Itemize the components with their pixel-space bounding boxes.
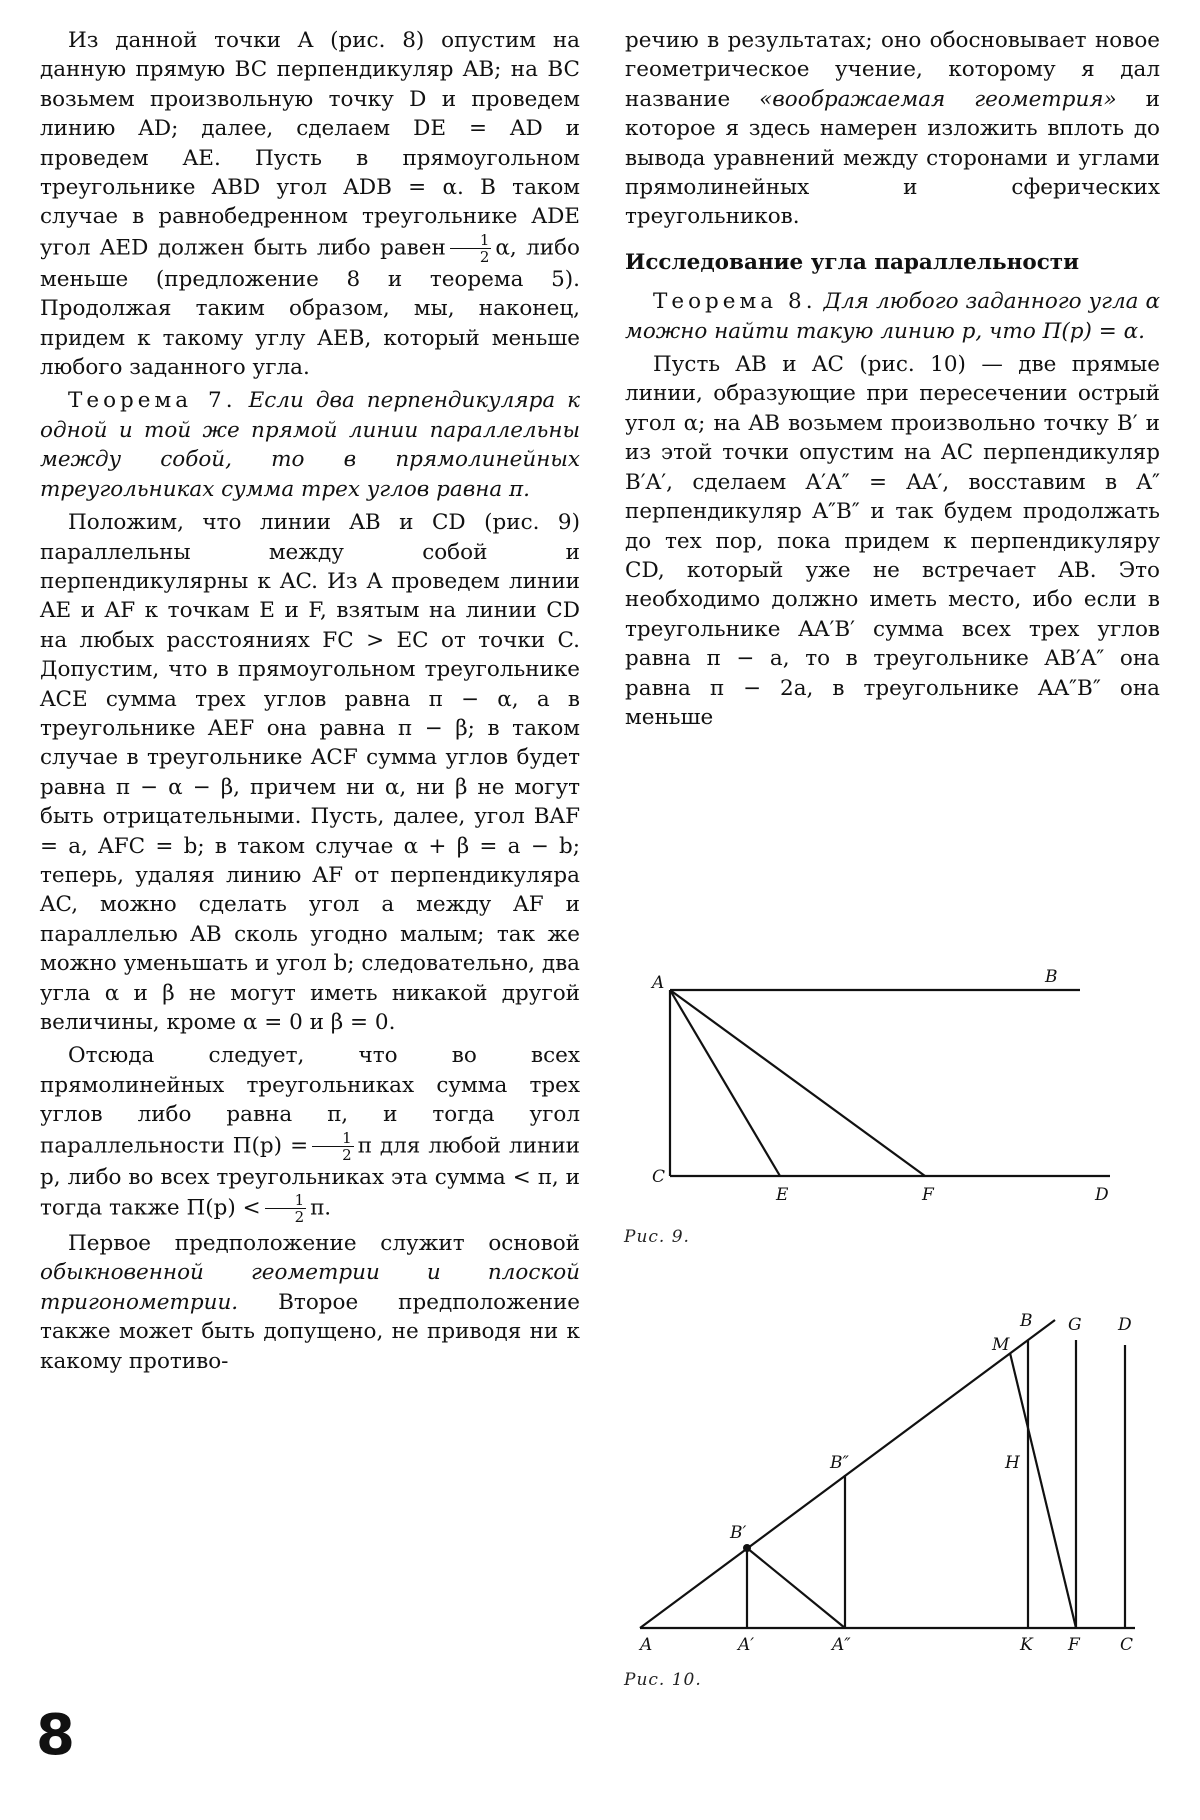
paragraph-first-assumption: Первое предположение служит основой обыкновенной геометрии и плоской тригонометрии. Второе предположение также может быть допущено, не приводя ни к какому противо- — [40, 1231, 580, 1374]
left-column — [40, 26, 580, 1376]
fraction-one-half: $\frac{1}{2}$ — [312, 1130, 354, 1163]
figure-10-drawing — [620, 1300, 1160, 1660]
right-column — [625, 26, 1160, 732]
paragraph-proof-theorem-8: Пусть AB и AC (рис. 10) — две прямые линии, образующие при пересечении острый угол α; на AB возьмем произвольно точку B′ и из этой точки опустим на AC перпендикуляр B′A′, сделаем A′A″ = AA′, восставим в A″ перпендикуляр A″B″ и так будем продолжать до тех пор, пока придем к перпендикуляру CD, который уже не встречает AB. Это необходимо должно иметь место, ибо если в треугольнике AA′B′ сумма всех трех углов равна π − a, то в треугольнике AB′A″ она равна π − 2a, в треугольнике AA″B″ она меньше — [625, 352, 1160, 730]
figure-9-caption: Рис. 9. — [624, 1227, 690, 1247]
line-m-f — [1010, 1353, 1076, 1628]
paragraph-conclusion: Отсюда следует, что во всех прямолинейных треугольниках сумма трех углов либо равна π, и тогда угол параллельности Π(p) = $\frac{1}{2}$ π для любой линии p, либо во всех треугольниках эта сумма < π, и тогда также Π(p) < $\frac{1}{2}$ π. — [40, 1043, 580, 1227]
paragraph-imaginary-geometry: речию в результатах; оно обосновывает новое геометрическое учение, которому я дал название «воображаемая геометрия» и которое я здесь намерен изложить вплоть до вывода уравнений между сторонами и углами прямолинейных и сферических треугольников. — [625, 28, 1160, 230]
label-a: A — [652, 973, 665, 993]
label-m: M — [992, 1335, 1010, 1355]
label-a1: A′ — [738, 1635, 755, 1655]
label-a2: A″ — [832, 1635, 851, 1655]
label-a: A — [640, 1635, 653, 1655]
line-b1-a2 — [747, 1548, 845, 1628]
fraction-one-half: $\frac{1}{2}$ — [265, 1192, 307, 1225]
figure-9-drawing — [640, 960, 1120, 1210]
fraction-one-half: $\frac{1}{2}$ — [450, 232, 492, 265]
figure-10 — [620, 1300, 1160, 1660]
line-ae — [670, 990, 780, 1176]
page-number: 8 — [36, 1703, 75, 1768]
label-e: E — [776, 1185, 789, 1205]
paragraph-proof-theorem-7: Положим, что линии AB и CD (рис. 9) параллельны между собой и перпендикулярны к AC. Из A проведем линии AE и AF к точкам E и F, взятым на линии CD на любых расстояниях FC > EC от точки C. Допустим, что в прямоугольном треугольнике ACE сумма трех углов равна π − α, а в треугольнике AEF она равна π − β; в таком случае в треугольнике ACF сумма углов будет равна π − α − β, причем ни α, ни β не могут быть отрицательными. Пусть, далее, угол BAF = a, AFC = b; в таком случае α + β = a − b; теперь, удаляя линию AF от перпендикуляра AC, можно сделать угол a между AF и параллелью AB сколь угодно малым; так же можно уменьшать и угол b; следовательно, два угла α и β не могут иметь никакой другой величины, кроме α = 0 и β = 0. — [40, 510, 580, 1035]
label-f: F — [922, 1185, 934, 1205]
theorem-8-text: Для любого заданного угла α можно найти такую линию p, что Π(p) = α. — [625, 289, 1161, 344]
section-heading: Исследование угла параллельности — [625, 249, 1080, 275]
theorem-7-text: Если два перпендикуляра к одной и той же прямой линии параллельны между собой, то в прямолинейных треугольниках сумма трех углов равна π. — [40, 388, 580, 502]
theorem-8 — [625, 287, 1160, 346]
label-h: H — [1005, 1453, 1020, 1473]
label-b1: B′ — [730, 1523, 747, 1543]
theorem-8-label: Теорема 8. — [653, 289, 817, 315]
label-c: C — [652, 1167, 666, 1187]
label-f: F — [1068, 1635, 1080, 1655]
figure-9 — [640, 960, 1120, 1210]
label-d: D — [1095, 1185, 1109, 1205]
theorem-7-label: Теорема 7. — [68, 388, 237, 414]
point-b1 — [743, 1544, 751, 1552]
label-b: B — [1045, 967, 1058, 987]
theorem-7 — [40, 386, 580, 504]
label-b: B — [1020, 1311, 1033, 1331]
figure-10-caption: Рис. 10. — [624, 1670, 702, 1690]
label-c: C — [1120, 1635, 1134, 1655]
label-g: G — [1068, 1315, 1082, 1335]
paragraph-perpendicular-construction: Из данной точки A (рис. 8) опустим на данную прямую BC перпендикуляр AB; на BC возьмем произвольную точку D и проведем линию AD; далее, сделаем DE = AD и проведем AE. Пусть в прямоугольном треугольнике ABD угол ADB = α. В таком случае в равнобедренном треугольнике ADE угол AED должен быть либо равен $\frac{1}{2}$ α, либо меньше (предложение 8 и теорема 5). Продолжая таким образом, мы, наконец, придем к такому углу AEB, который меньше любого заданного угла. — [40, 28, 580, 381]
label-b2: B″ — [830, 1453, 849, 1473]
line-ab — [640, 1320, 1055, 1628]
label-d: D — [1118, 1315, 1132, 1335]
label-k: K — [1020, 1635, 1033, 1655]
line-af — [670, 990, 925, 1176]
